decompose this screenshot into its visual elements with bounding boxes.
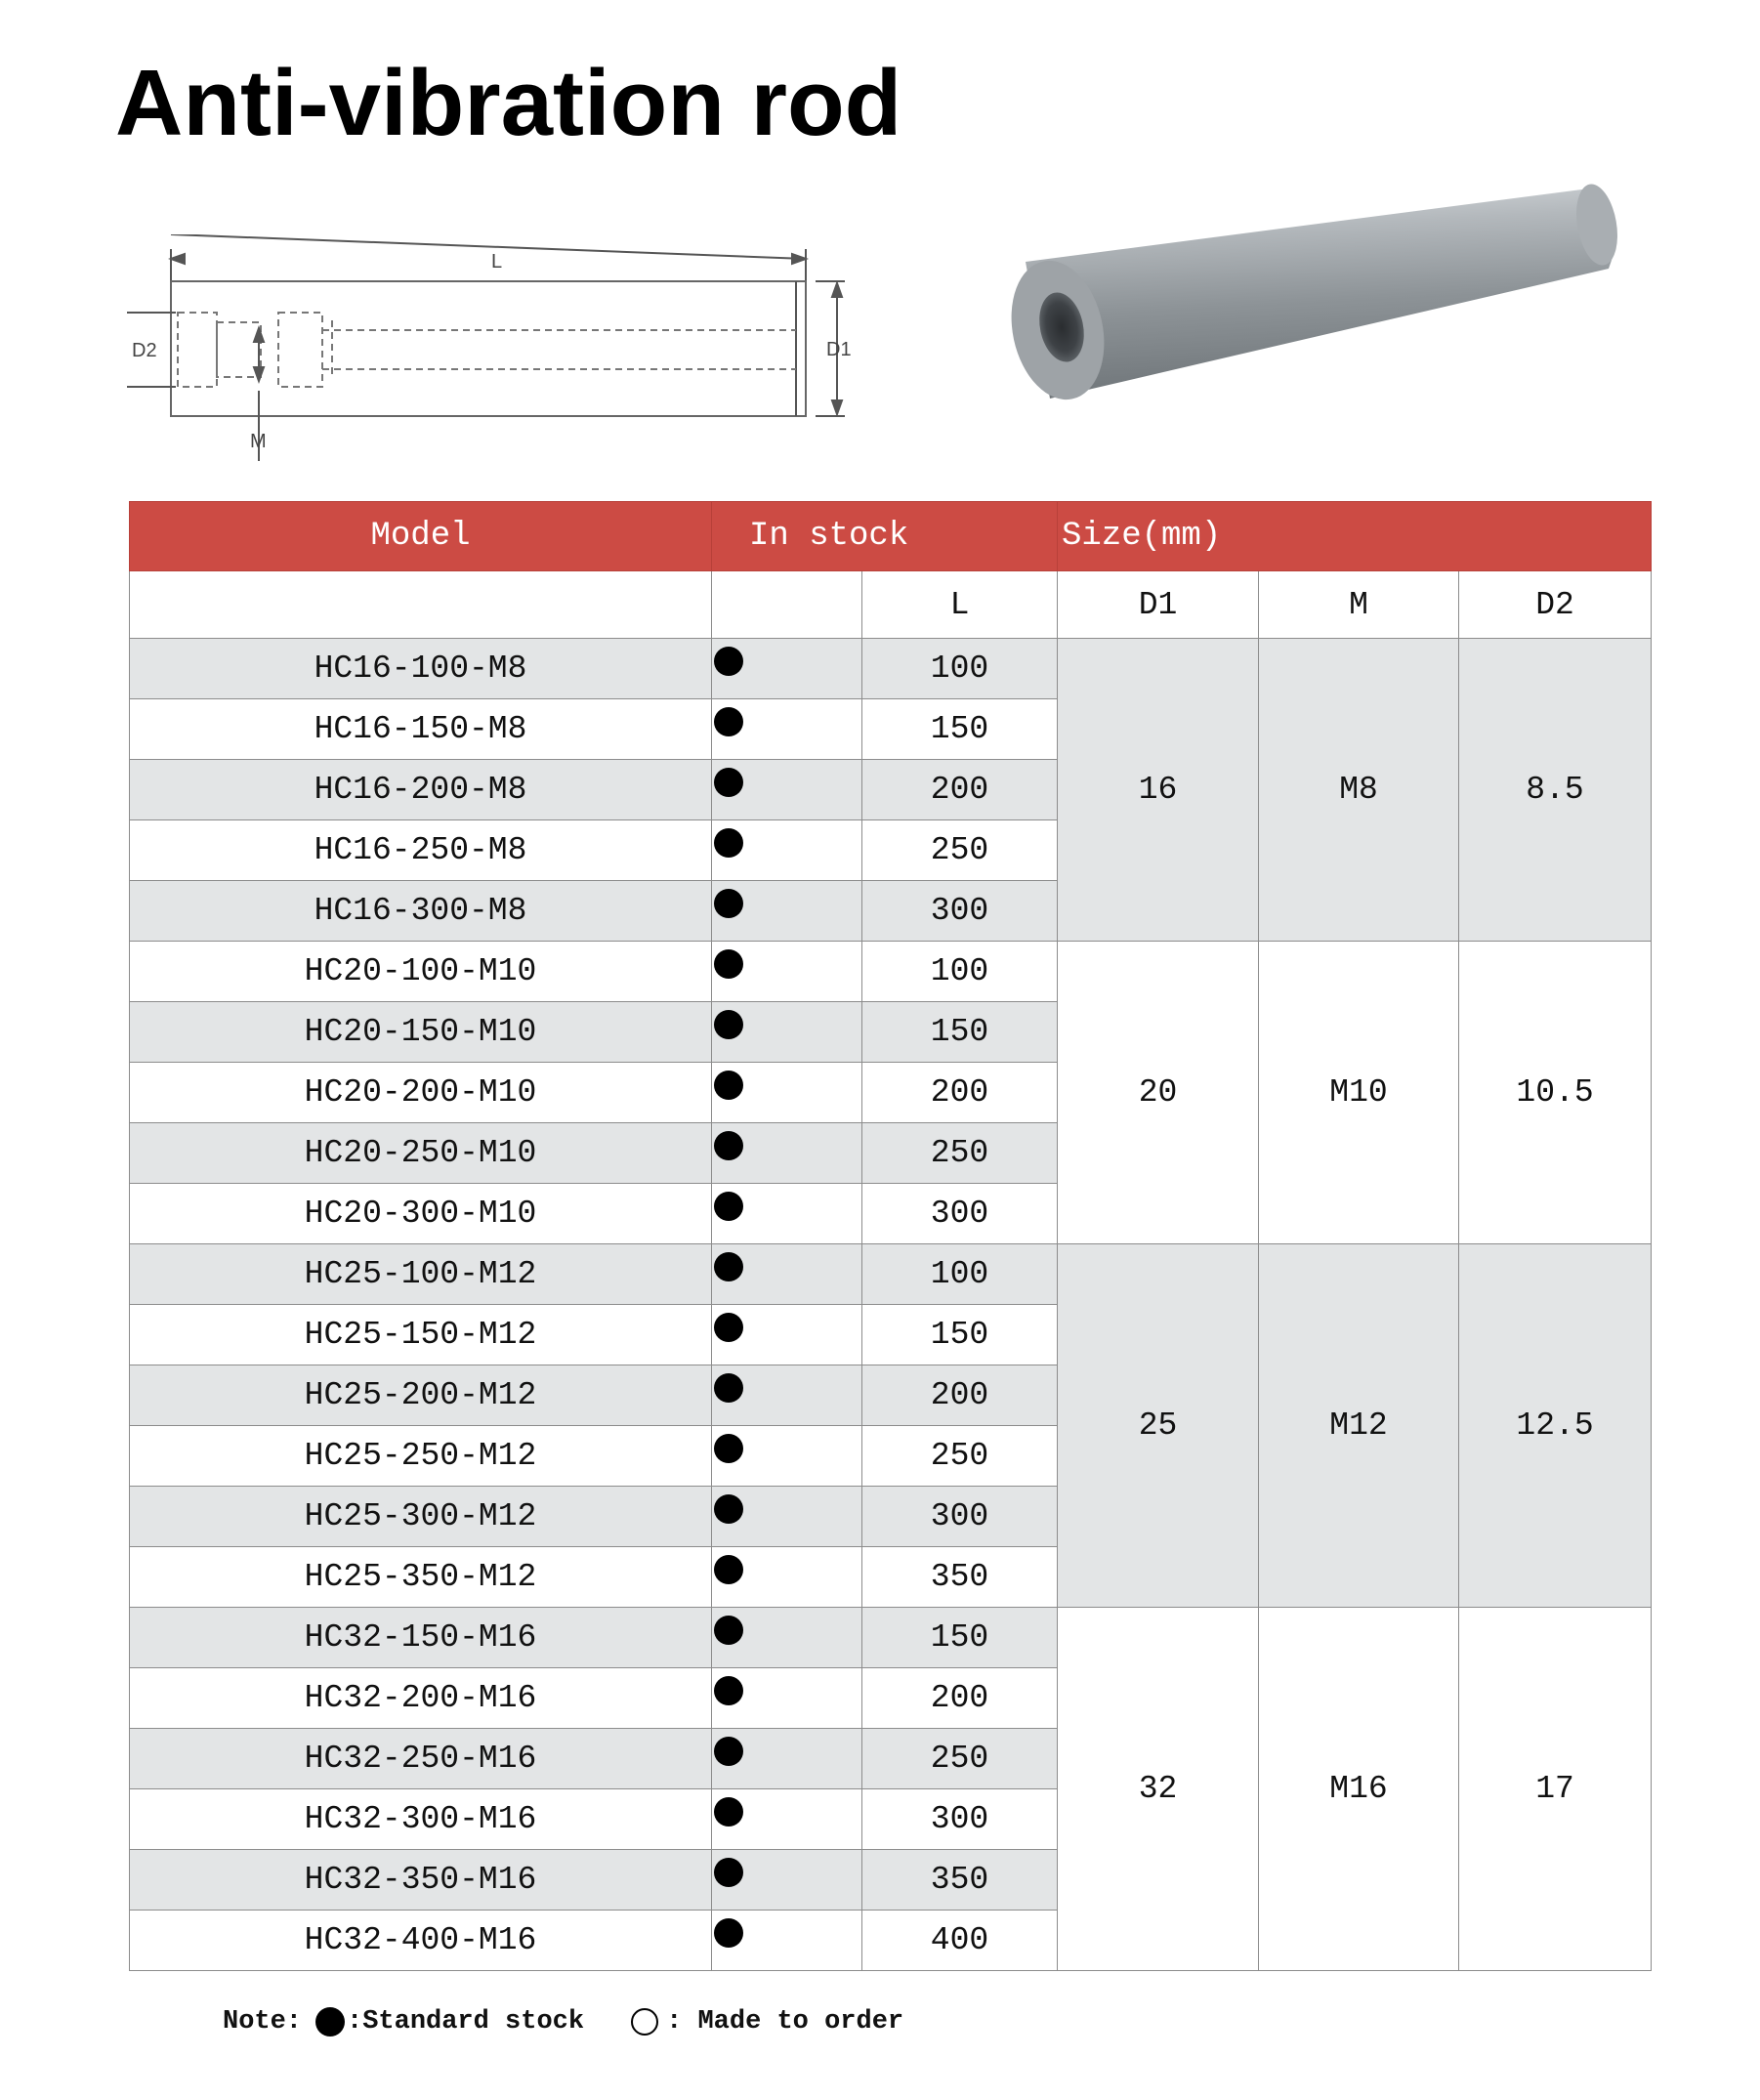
standard-stock-dot-icon	[714, 1071, 743, 1100]
length-cell: 200	[862, 1668, 1058, 1729]
model-cell: HC25-100-M12	[130, 1244, 712, 1305]
table-row	[130, 639, 1652, 699]
label-L: L	[491, 251, 503, 273]
stock-cell	[712, 1789, 862, 1850]
subheader-D2: D2	[1459, 571, 1652, 639]
length-cell: 150	[862, 1002, 1058, 1063]
model-cell: HC20-200-M10	[130, 1063, 712, 1123]
stock-cell	[712, 639, 862, 699]
length-cell: 350	[862, 1547, 1058, 1608]
rod-product-image	[1011, 176, 1636, 420]
standard-stock-dot-icon	[714, 768, 743, 797]
length-cell: 150	[862, 1608, 1058, 1668]
standard-stock-dot-icon	[714, 828, 743, 858]
table-row	[130, 942, 1652, 1002]
standard-stock-dot-icon	[714, 1797, 743, 1827]
table-row	[130, 1244, 1652, 1305]
stock-cell	[712, 820, 862, 881]
model-cell: HC20-150-M10	[130, 1002, 712, 1063]
model-cell: HC25-200-M12	[130, 1365, 712, 1426]
note-standard-stock: :Standard stock	[347, 2007, 585, 2037]
model-cell: HC16-150-M8	[130, 699, 712, 760]
spec-table-body	[130, 639, 1652, 1971]
model-cell: HC16-300-M8	[130, 881, 712, 942]
stock-cell	[712, 1244, 862, 1305]
stock-cell	[712, 1305, 862, 1365]
d1-cell: 32	[1058, 1608, 1259, 1971]
standard-stock-dot-icon	[714, 1494, 743, 1524]
model-cell: HC25-350-M12	[130, 1547, 712, 1608]
standard-stock-dot-icon	[714, 1252, 743, 1281]
open-dot-icon	[631, 2008, 658, 2036]
standard-stock-dot-icon	[714, 1616, 743, 1645]
legend-note	[223, 2007, 903, 2037]
length-cell: 100	[862, 1244, 1058, 1305]
m-cell: M10	[1259, 942, 1459, 1244]
length-cell: 250	[862, 820, 1058, 881]
d2-cell: 10.5	[1459, 942, 1652, 1244]
stock-cell	[712, 1365, 862, 1426]
d1-cell: 16	[1058, 639, 1259, 942]
rod-body	[171, 281, 806, 416]
length-cell: 400	[862, 1911, 1058, 1971]
model-cell: HC25-250-M12	[130, 1426, 712, 1487]
length-cell: 300	[862, 1487, 1058, 1547]
header-in-stock: In stock	[712, 502, 1058, 571]
model-cell: HC16-250-M8	[130, 820, 712, 881]
model-cell: HC20-100-M10	[130, 942, 712, 1002]
rod-technical-drawing	[122, 234, 874, 469]
length-cell: 100	[862, 639, 1058, 699]
stock-cell	[712, 1002, 862, 1063]
note-made-to-order: : Made to order	[666, 2007, 904, 2037]
m-cell: M12	[1259, 1244, 1459, 1608]
standard-stock-dot-icon	[714, 1858, 743, 1887]
d2-cell: 17	[1459, 1608, 1652, 1971]
standard-stock-dot-icon	[714, 1434, 743, 1463]
length-cell: 150	[862, 1305, 1058, 1365]
header-size: Size(mm)	[1058, 502, 1652, 571]
m-cell: M8	[1259, 639, 1459, 942]
note-prefix: Note:	[223, 2007, 303, 2037]
standard-stock-dot-icon	[714, 1918, 743, 1948]
stock-cell	[712, 1487, 862, 1547]
standard-stock-dot-icon	[714, 1010, 743, 1039]
standard-stock-dot-icon	[714, 1131, 743, 1160]
subheader-model-blank	[130, 571, 712, 639]
filled-dot-icon	[315, 2007, 345, 2037]
standard-stock-dot-icon	[714, 889, 743, 918]
d1-cell: 20	[1058, 942, 1259, 1244]
d1-cell: 25	[1058, 1244, 1259, 1608]
label-M: M	[250, 431, 267, 452]
model-cell: HC25-150-M12	[130, 1305, 712, 1365]
stock-cell	[712, 942, 862, 1002]
length-cell: 200	[862, 1063, 1058, 1123]
length-cell: 200	[862, 1365, 1058, 1426]
m-cell: M16	[1259, 1608, 1459, 1971]
stock-cell	[712, 1547, 862, 1608]
length-cell: 350	[862, 1850, 1058, 1911]
subheader-stock-blank	[712, 571, 862, 639]
standard-stock-dot-icon	[714, 1373, 743, 1403]
page-title: Anti-vibration rod	[115, 51, 902, 155]
length-cell: 250	[862, 1123, 1058, 1184]
model-cell: HC16-100-M8	[130, 639, 712, 699]
model-cell: HC32-150-M16	[130, 1608, 712, 1668]
stock-cell	[712, 1608, 862, 1668]
length-cell: 100	[862, 942, 1058, 1002]
standard-stock-dot-icon	[714, 1555, 743, 1584]
stock-cell	[712, 1850, 862, 1911]
model-cell: HC32-200-M16	[130, 1668, 712, 1729]
model-cell: HC32-300-M16	[130, 1789, 712, 1850]
model-cell: HC32-400-M16	[130, 1911, 712, 1971]
length-cell: 300	[862, 881, 1058, 942]
label-D2: D2	[132, 340, 157, 361]
header-model: Model	[130, 502, 712, 571]
stock-cell	[712, 1426, 862, 1487]
length-cell: 300	[862, 1184, 1058, 1244]
d2-cell: 12.5	[1459, 1244, 1652, 1608]
length-cell: 250	[862, 1729, 1058, 1789]
model-cell: HC20-300-M10	[130, 1184, 712, 1244]
stock-cell	[712, 760, 862, 820]
length-cell: 300	[862, 1789, 1058, 1850]
stock-cell	[712, 1123, 862, 1184]
stock-cell	[712, 1729, 862, 1789]
stock-cell	[712, 699, 862, 760]
standard-stock-dot-icon	[714, 1313, 743, 1342]
dim-line-L	[171, 234, 806, 259]
stock-cell	[712, 1668, 862, 1729]
subheader-L: L	[862, 571, 1058, 639]
standard-stock-dot-icon	[714, 1192, 743, 1221]
model-cell: HC25-300-M12	[130, 1487, 712, 1547]
model-cell: HC32-350-M16	[130, 1850, 712, 1911]
model-cell: HC32-250-M16	[130, 1729, 712, 1789]
spec-table	[129, 501, 1652, 1971]
stock-cell	[712, 1063, 862, 1123]
standard-stock-dot-icon	[714, 949, 743, 979]
length-cell: 200	[862, 760, 1058, 820]
stock-cell	[712, 1911, 862, 1971]
standard-stock-dot-icon	[714, 1676, 743, 1705]
length-cell: 250	[862, 1426, 1058, 1487]
table-row	[130, 1608, 1652, 1668]
model-cell: HC16-200-M8	[130, 760, 712, 820]
standard-stock-dot-icon	[714, 647, 743, 676]
standard-stock-dot-icon	[714, 1737, 743, 1766]
stock-cell	[712, 1184, 862, 1244]
d2-cell: 8.5	[1459, 639, 1652, 942]
stock-cell	[712, 881, 862, 942]
subheader-D1: D1	[1058, 571, 1259, 639]
subheader-M: M	[1259, 571, 1459, 639]
standard-stock-dot-icon	[714, 707, 743, 736]
model-cell: HC20-250-M10	[130, 1123, 712, 1184]
length-cell: 150	[862, 699, 1058, 760]
label-D1: D1	[826, 339, 852, 360]
